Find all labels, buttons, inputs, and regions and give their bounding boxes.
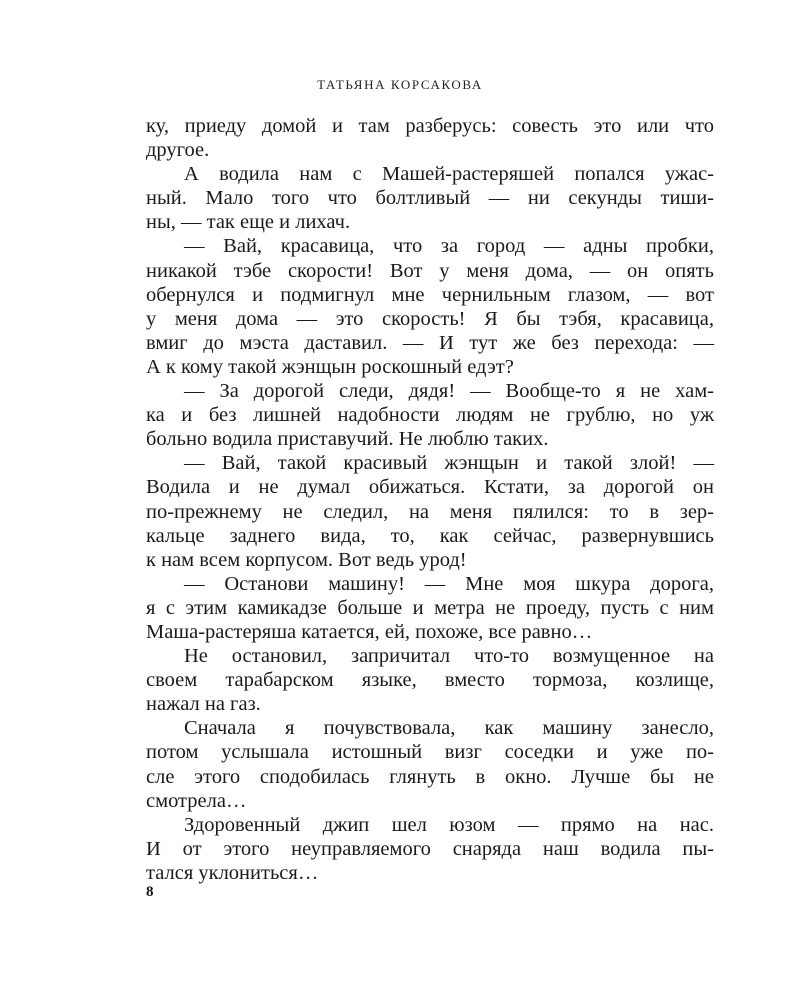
text-line: другое. — [146, 139, 210, 162]
text-line: Не остановил, запричитал что-то возмущенное на — [184, 645, 714, 668]
text-line: вмиг до мэста даставил. — И тут же без перехода: — — [146, 331, 714, 354]
text-line: у меня дома — это скорость! Я бы тэбя, красавица, — [146, 307, 714, 330]
text-line: потом услышала истошный визг соседки и уже по- — [146, 741, 714, 764]
text-line: своем тарабарском языке, вместо тормоза, козлище, — [146, 669, 714, 692]
text-line: Водила и не думал обижаться. Кстати, за дорогой он — [146, 476, 714, 499]
text-line: тался уклониться… — [146, 861, 319, 884]
running-head: ТАТЬЯНА КОРСАКОВА — [317, 77, 483, 92]
text-line: Маша-растеряша катается, ей, похоже, все равно… — [146, 620, 593, 643]
text-line: никакой тэбе скорости! Вот у меня дома, — он опять — [146, 259, 714, 282]
text-line: к нам всем корпусом. Вот ведь урод! — [146, 548, 467, 571]
text-line: смотрела… — [146, 789, 247, 812]
text-line: — Вай, такой красивый жэнщын и такой злой! — — [184, 452, 714, 475]
text-line: ка и без лишней надобности людям не грублю, но уж — [146, 404, 714, 427]
text-line: — За дорогой следи, дядя! — Вообще-то я не хам- — [184, 380, 714, 403]
text-line: — Останови машину! — Мне моя шкура дорога, — [184, 572, 714, 595]
text-line: нажал на газ. — [146, 693, 261, 716]
text-line: сле этого сподобилась глянуть в окно. Лучше бы не — [146, 765, 714, 788]
text-line: Сначала я почувствовала, как машину занесло, — [184, 717, 714, 740]
body-text — [146, 114, 714, 885]
text-line: И от этого неуправляемого снаряда наш водила пы- — [146, 837, 714, 860]
page-number: 8 — [146, 884, 154, 900]
text-line: ный. Мало того что болтливый — ни секунды тиши- — [146, 187, 714, 210]
text-line: кальце заднего вида, то, как сейчас, развернувшись — [146, 524, 714, 547]
text-line: я с этим камикадзе больше и метра не проеду, пусть с ним — [146, 596, 714, 619]
text-line: ны, — так еще и лихач. — [146, 211, 351, 234]
text-line: А водила нам с Машей-растеряшей попался ужас- — [184, 163, 714, 186]
text-line: по-прежнему не следил, на меня пялился: то в зер- — [146, 500, 714, 523]
text-line: А к кому такой жэнщын роскошный едэт? — [146, 355, 514, 378]
text-line: ку, приеду домой и там разберусь: совесть это или что — [146, 115, 714, 137]
text-line: Здоровенный джип шел юзом — прямо на нас. — [184, 813, 714, 836]
text-line: больно водила приставучий. Не люблю таких. — [146, 428, 549, 451]
text-line: обернулся и подмигнул мне чернильным глазом, — вот — [146, 283, 714, 306]
text-line: — Вай, красавица, что за город — адны пробки, — [184, 235, 714, 258]
